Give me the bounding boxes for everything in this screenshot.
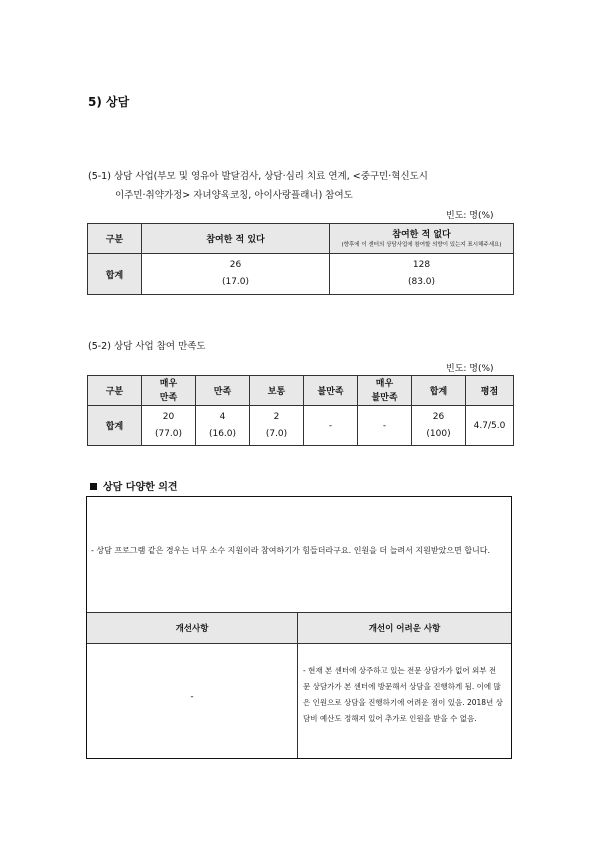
cell-not-participated [330,254,514,295]
unit-label-1: 빈도: 명(%) [446,211,494,221]
opinions-box [86,496,512,759]
divider [297,612,298,758]
opinions-title: 상담 다양한 의견 [103,482,178,493]
opinion-comment: - 상담 프로그램 같은 경우는 너무 소수 지원이라 참여하기가 힘들더라구요. 인원을 더 늘려서 지원받았으면 합니다. [91,546,491,555]
improvements-value: - [190,692,194,702]
cell-total-pct: (100) [426,428,451,439]
question-5-2: (5-2) 상담 사업 참여 만족도 [88,341,206,352]
section-title: 5) 상담 [88,95,130,109]
cell-participated-count: 26 [229,260,242,270]
divider [87,612,511,613]
opinions-heading [90,478,178,493]
cell-dissatisfied: - [304,406,358,446]
cell-neutral-count: 2 [273,411,280,422]
row-total-label: 합계 [88,406,142,446]
header-neutral: 보통 [250,376,304,406]
header-very-dissatisfied [358,376,412,406]
header-very-satisfied-a: 매우 [159,378,178,389]
header-very-dissatisfied-b: 불만족 [371,392,398,403]
header-not-participated [330,224,514,254]
header-dissatisfied: 불만족 [304,376,358,406]
header-difficult-improvements: 개선이 어려운 사항 [298,612,511,643]
cell-total-count: 26 [432,411,445,422]
cell-very-satisfied-count: 20 [162,411,175,422]
cell-not-participated-pct: (83.0) [407,277,436,287]
cell-neutral-pct: (7.0) [265,428,288,439]
header-very-satisfied [142,376,196,406]
cell-satisfied-count: 4 [219,411,226,422]
question-5-1 [88,167,528,205]
square-bullet-icon [90,483,97,490]
header-not-participated-note: (향후에 이 센터의 상담사업에 참여할 의향이 있는지 표시해주세요) [341,242,502,248]
unit-label-2: 빈도: 명(%) [446,364,494,374]
header-category: 구분 [88,376,142,406]
header-satisfied: 만족 [196,376,250,406]
difficult-improvements-text: - 현재 본 센터에 상주하고 있는 전문 상담가가 없어 외부 전문 상담가가 본 센터에 방문해서 상담을 진행하게 됨. 이에 많은 인원으로 상담을 진행하기에 어려운 점이 있음. 2018년 상담비 예산도 정해져 있어 추가로 인원을 받을 수 없음. [303,666,503,723]
header-very-dissatisfied-a: 매우 [375,378,394,389]
header-not-participated-label: 참여한 적 없다 [392,230,451,240]
cell-rating: 4.7/5.0 [466,406,514,446]
divider [87,643,511,644]
header-category: 구분 [88,224,142,254]
header-total: 합계 [412,376,466,406]
header-improvements: 개선사항 [87,612,297,643]
cell-satisfied [196,406,250,446]
question-5-1-line2: 이주민·취약가정> 자녀양육코칭, 아이사랑플래너) 참여도 [115,190,353,201]
row-total-label: 합계 [88,254,142,295]
header-very-satisfied-b: 만족 [159,392,178,403]
cell-neutral [250,406,304,446]
question-5-1-line1: (5-1) 상담 사업(부모 및 영유아 발달검사, 상담·심리 치료 연계, <중구민·혁신도시 [88,171,428,182]
satisfaction-table [87,375,514,446]
cell-very-satisfied [142,406,196,446]
cell-not-participated-count: 128 [412,260,431,270]
cell-total [412,406,466,446]
cell-satisfied-pct: (16.0) [208,428,237,439]
header-rating: 평점 [466,376,514,406]
participation-table [87,223,514,295]
header-participated: 참여한 적 있다 [142,224,330,254]
cell-very-dissatisfied: - [358,406,412,446]
cell-participated-pct: (17.0) [221,277,250,287]
cell-very-satisfied-pct: (77.0) [154,428,183,439]
cell-participated [142,254,330,295]
